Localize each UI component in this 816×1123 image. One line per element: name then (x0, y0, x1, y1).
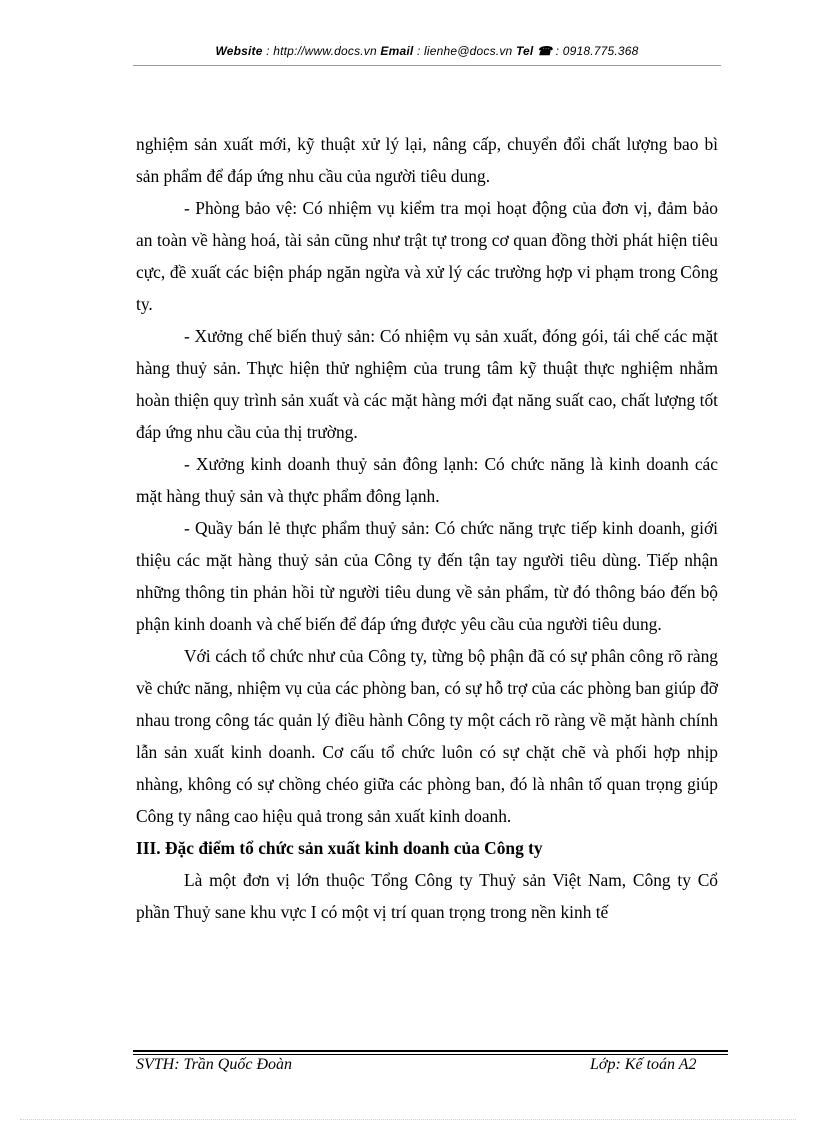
footer-divider-thin (133, 1054, 728, 1055)
document-body (136, 128, 718, 928)
paragraph-4: - Xưởng kinh doanh thuỷ sản đông lạnh: Có chức năng là kinh doanh các mặt hàng thuỷ sản và thực phẩm đông lạnh. (136, 454, 718, 506)
website-label: Website (215, 44, 263, 58)
paragraph-5: - Quầy bán lẻ thực phẩm thuỷ sản: Có chức năng trực tiếp kinh doanh, giới thiệu các mặt hàng thuỷ sản của Công ty đến tận tay người tiêu dùng. Tiếp nhận những thông tin phản hồi từ người tiêu dung về sản phẩm, từ đó thông báo đến bộ phận kinh doanh và chế biến để đáp ứng được yêu cầu của người tiêu dung. (136, 518, 718, 634)
footer-divider-thick (133, 1050, 728, 1052)
email-value: : lienhe@docs.vn (413, 44, 516, 58)
section-heading: III. Đặc điểm tổ chức sản xuất kinh doanh của Công ty (136, 838, 543, 858)
paragraph-1: nghiệm sản xuất mới, kỹ thuật xử lý lại, nâng cấp, chuyển đổi chất lượng bao bì sản phẩm để đáp ứng nhu cầu của người tiêu dung. (136, 134, 718, 186)
tel-value: : 0918.775.368 (552, 44, 639, 58)
paragraph-2: - Phòng bảo vệ: Có nhiệm vụ kiểm tra mọi hoạt động của đơn vị, đảm bảo an toàn về hàng hoá, tài sản cũng như trật tự trong cơ quan đồng thời phát hiện tiêu cực, đề xuất các biện pháp ngăn ngừa và xử lý các trường hợp vi phạm trong Công ty. (136, 198, 718, 314)
footer-student: SVTH: Trần Quốc Đoàn (136, 1056, 293, 1073)
page-edge (20, 1119, 796, 1120)
footer-class: Lớp: Kế toán A2 (590, 1056, 697, 1073)
tel-label: Tel ☎ (515, 44, 553, 58)
page-header (133, 44, 721, 58)
website-value: : http://www.docs.vn (262, 44, 381, 58)
email-label: Email (380, 44, 414, 58)
paragraph-6: Với cách tổ chức như của Công ty, từng bộ phận đã có sự phân công rõ ràng về chức năng, nhiệm vụ của các phòng ban, có sự hỗ trợ của các phòng ban giúp đỡ nhau trong công tác quản lý điều hành Công ty một cách rõ ràng về mặt hành chính lẫn sản xuất kinh doanh. Cơ cấu tổ chức luôn có sự chặt chẽ và phối hợp nhịp nhàng, không có sự chồng chéo giữa các phòng ban, đó là nhân tố quan trọng giúp Công ty nâng cao hiệu quả trong sản xuất kinh doanh. (136, 646, 718, 826)
paragraph-7: Là một đơn vị lớn thuộc Tổng Công ty Thuỷ sản Việt Nam, Công ty Cổ phần Thuỷ sane khu vực I có một vị trí quan trọng trong nền kinh tế (136, 870, 718, 922)
paragraph-3: - Xưởng chế biến thuỷ sản: Có nhiệm vụ sản xuất, đóng gói, tái chế các mặt hàng thuỷ sản. Thực hiện thử nghiệm của trung tâm kỹ thuật thực nghiệm nhằm hoàn thiện quy trình sản xuất và các mặt hàng mới đạt năng suất cao, chất lượng tốt đáp ứng nhu cầu của thị trường. (136, 326, 718, 442)
header-divider (133, 65, 721, 66)
